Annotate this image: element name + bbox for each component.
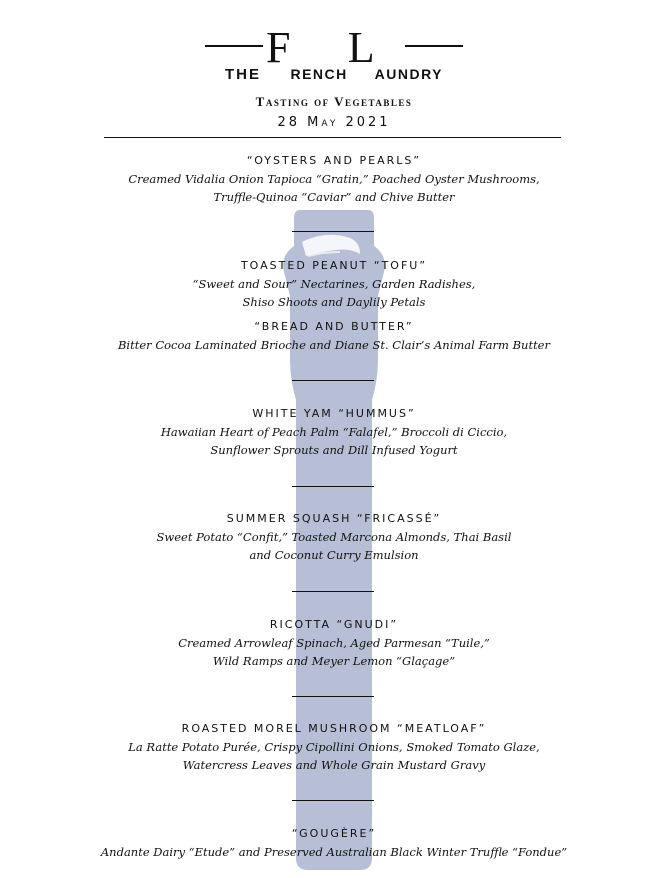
- course-description-line: Watercress Leaves and Whole Grain Mustard Gravy: [182, 758, 486, 772]
- course-toasted-peanut-tofu: [0, 257, 668, 311]
- course-summer-squash-fricasse: [0, 510, 668, 564]
- course-description-line: Bitter Cocoa Laminated Brioche and Diane St. Clair’s Animal Farm Butter: [117, 338, 550, 352]
- course-description-line: Andante Dairy “Etude” and Preserved Australian Black Winter Truffle “Fondue”: [100, 845, 568, 859]
- course-description-line: Hawaiian Heart of Peach Palm “Falafel,” Broccoli di Ciccio,: [160, 425, 508, 439]
- course-name: “BREAD AND BUTTER”: [254, 320, 414, 333]
- course-divider: [292, 380, 374, 381]
- course-gougere: [0, 825, 668, 861]
- course-description-line: Wild Ramps and Meyer Lemon “Glaçage”: [212, 654, 456, 668]
- logo-laundry-rest: AUNDRY: [374, 66, 444, 82]
- course-ricotta-gnudi: [0, 616, 668, 670]
- course-description-line: Truffle-Quinoa “Caviar” and Chive Butter: [213, 190, 455, 204]
- logo-french-rest: RENCH: [290, 66, 348, 82]
- course-divider: [292, 800, 374, 801]
- logo-the: THE: [224, 66, 261, 83]
- menu-title: Tasting of Vegetables: [255, 94, 413, 109]
- course-description-line: La Ratte Potato Purée, Crispy Cipollini Onions, Smoked Tomato Glaze,: [128, 740, 540, 754]
- course-name: “GOUGÈRE”: [291, 827, 377, 840]
- course-name: RICOTTA “GNUDI”: [269, 618, 399, 631]
- logo-laundry-cap: L: [347, 23, 375, 72]
- course-description-line: Sweet Potato “Confit,” Toasted Marcona Almonds, Thai Basil: [156, 530, 512, 544]
- logo-french-cap: F: [265, 23, 291, 72]
- course-description-line: Sunflower Sprouts and Dill Infused Yogurt: [210, 443, 458, 457]
- course-description-line: and Coconut Curry Emulsion: [249, 548, 419, 562]
- course-oysters-and-pearls: [0, 152, 668, 206]
- course-name: SUMMER SQUASH “FRICASSÉ”: [226, 512, 442, 525]
- course-divider: [292, 696, 374, 697]
- course-name: “OYSTERS AND PEARLS”: [246, 154, 422, 167]
- course-bread-and-butter: [0, 318, 668, 354]
- course-divider: [292, 231, 374, 232]
- course-description-line: Creamed Vidalia Onion Tapioca “Gratin,” Poached Oyster Mushrooms,: [128, 172, 540, 186]
- course-roasted-morel-meatloaf: [0, 720, 668, 774]
- logo-wordmark: [205, 23, 463, 83]
- course-description-line: Shiso Shoots and Daylily Petals: [242, 295, 426, 309]
- course-description-line: Creamed Arrowleaf Spinach, Aged Parmesan “Tuile,”: [178, 636, 490, 650]
- course-divider: [292, 591, 374, 592]
- course-name: ROASTED MOREL MUSHROOM “MEATLOAF”: [181, 722, 487, 735]
- header-rule: [104, 137, 561, 138]
- course-white-yam-hummus: [0, 405, 668, 459]
- course-name: TOASTED PEANUT “TOFU”: [240, 259, 428, 272]
- restaurant-logo: [205, 23, 463, 83]
- menu-date: 28 May 2021: [277, 115, 391, 130]
- course-divider: [292, 486, 374, 487]
- course-description-line: “Sweet and Sour” Nectarines, Garden Radishes,: [192, 277, 476, 291]
- course-name: WHITE YAM “HUMMUS”: [252, 407, 416, 420]
